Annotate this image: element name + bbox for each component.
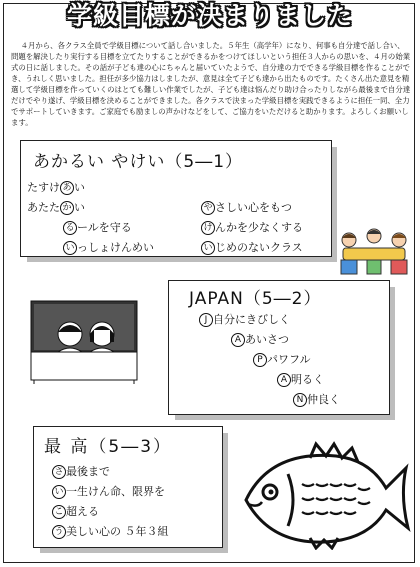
class-5-2-box [168,280,390,415]
class-5-2-line-2: A あいさつ [231,331,289,347]
class-5-2-line-3: P パワフル [253,351,311,367]
sea-bream-fish-illustration [240,440,412,550]
class-5-3-heading: 最 高（5―3） [44,437,173,457]
class-5-1-heading: あかるい やけい（5―1） [33,152,244,172]
class-5-1-line-7: い じめのないクラス [201,239,303,255]
class-5-2-line-1: J 自分にきびしく [199,311,290,327]
class-5-1-line-6: け んかを少なくする [201,219,303,235]
class-5-1-line-3: る ールを守る [63,219,132,235]
class-5-3-line-2: い 一生けん命、限界を [52,483,165,499]
class-5-2-heading: JAPAN（5―2） [189,289,322,309]
class-5-3-line-3: こ 超える [52,503,99,519]
class-5-3-line-1: さ 最後まで [52,463,110,479]
class-5-2-line-4: A 明るく [277,371,324,387]
page-title: 学級目標が決まりました [66,1,353,30]
class-5-1-line-4: い っしょけんめい [63,239,154,255]
class-5-2-line-5: N 仲良く [293,391,340,407]
class-5-1-line-1: たすけ あ い [27,181,85,194]
class-5-1-line-2: あたた か い [27,201,85,214]
intro-paragraph: ４月から、各クラス全員で学級目標について話し合いました。５年生（高学年）になり、何事も自分達で話し合い、問題を解決したり実行する目標を立てたりすることができるかをつけてほしいという担任３人からの思いを、４月の始業式の日に話しました。その話が子ども達の心にちゃんと届いていたようで、自分達の力でできる学級目標を作ることができ、うれしく思いました。担任が多少協力はしましたが、意見は全て子ども達から出たものです。たくさん出た意見を精選して学級目標を作っていくのはとても難しい作業でしたが、子ども達は悩んだり助け合ったりしながら最後まで自分達だけでやり遂げ、学級目標を決めることができました。各クラスで決まった学級目標を実践できるように担任一同、全力でサポートしていきます。ご家庭でも励ましの声かけなどをして、ご協力をいただけると助かります。よろしくお願いします。 [11,41,411,127]
children-at-table-illustration [333,222,415,278]
class-5-1-line-5: や さしい心をもつ [201,199,292,215]
class-5-1-box [20,140,332,257]
students-at-blackboard-illustration [30,300,140,385]
class-5-3-box [33,426,223,548]
class-5-3-line-4: う 美しい心の ５年３組 [52,523,169,539]
